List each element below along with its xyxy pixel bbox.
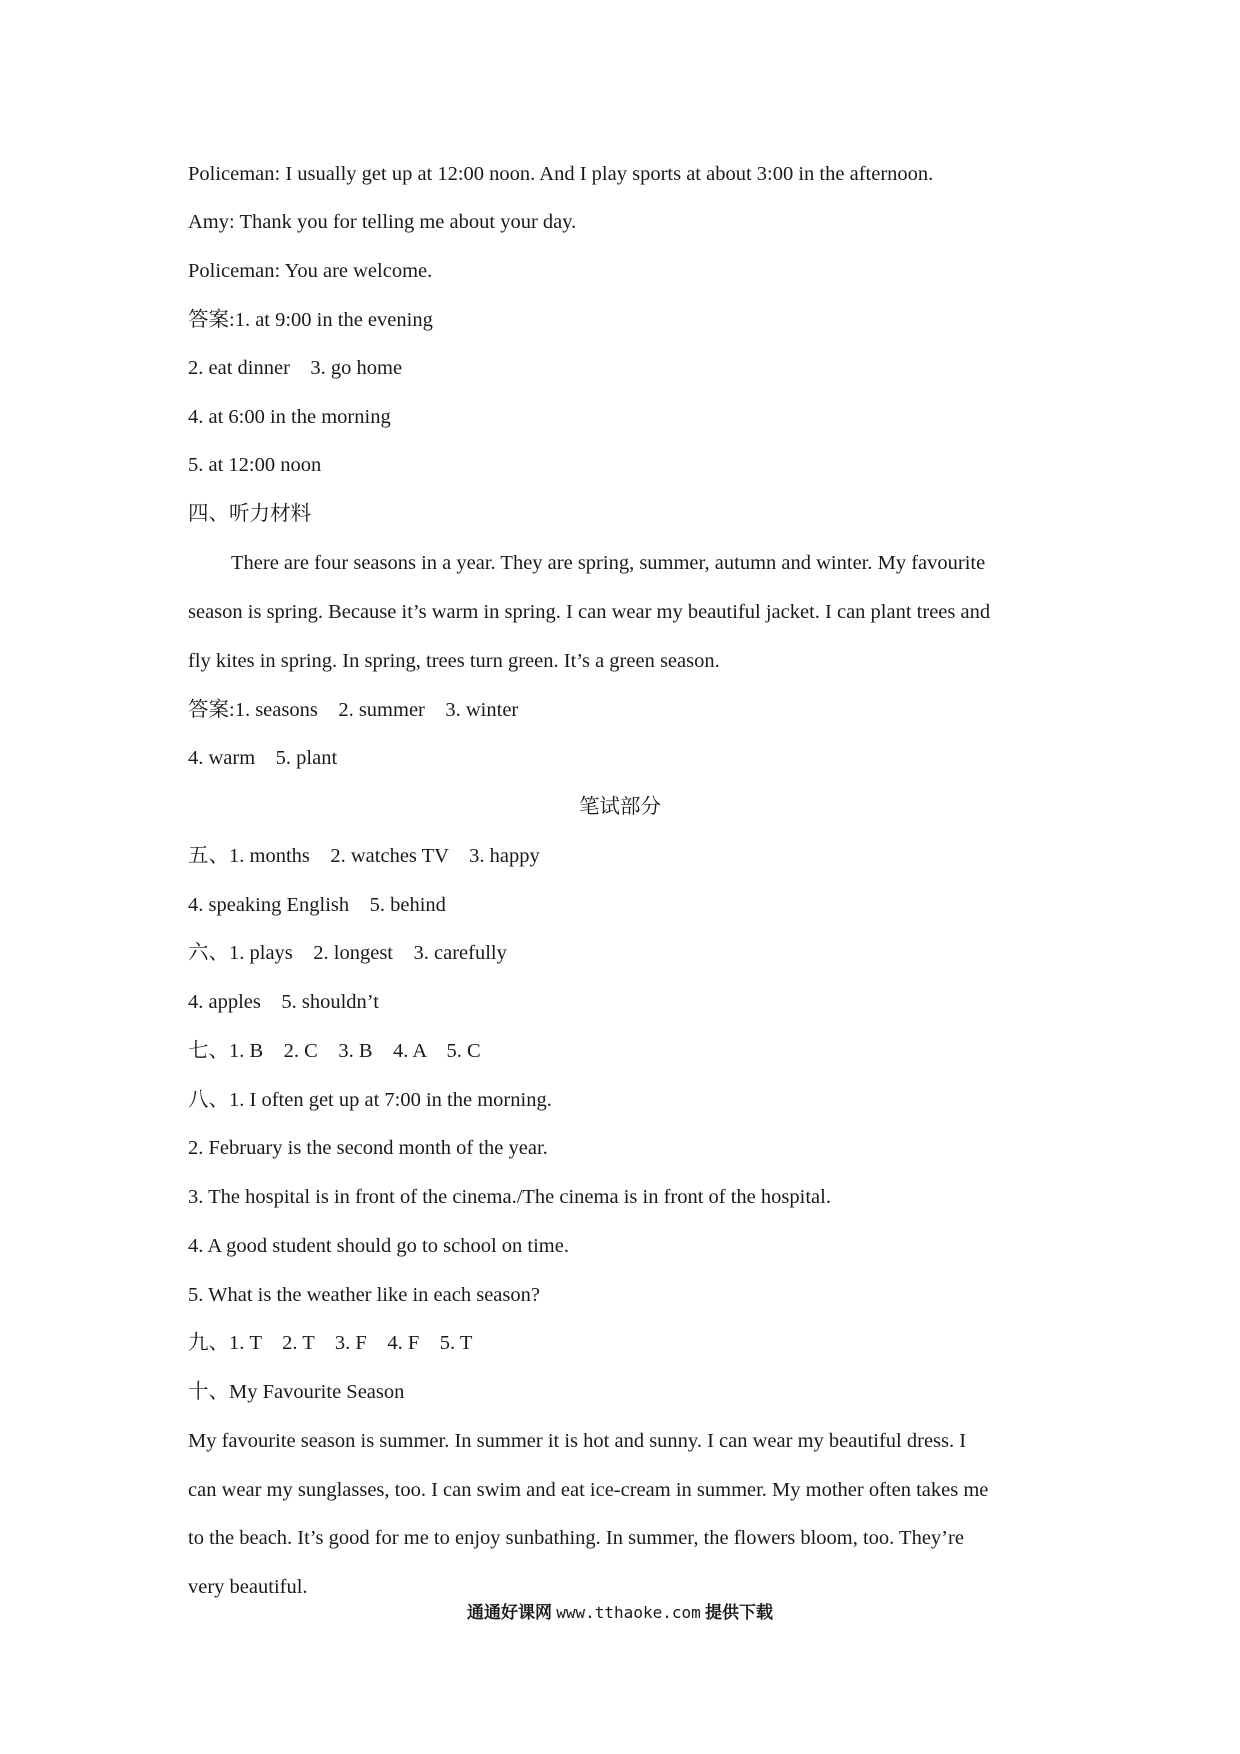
essay-line: can wear my sunglasses, too. I can swim and eat ice-cream in summer. My mother often takes me xyxy=(188,1479,989,1501)
answer-line: 4. warm 5. plant xyxy=(188,747,338,769)
answer-line: 七、1. B 2. C 3. B 4. A 5. C xyxy=(188,1040,481,1062)
dialogue-line: Policeman: I usually get up at 12:00 noon. And I play sports at about 3:00 in the afternoon. xyxy=(188,163,934,185)
answer-line: 九、1. T 2. T 3. F 4. F 5. T xyxy=(188,1332,473,1354)
section-title: 笔试部分 xyxy=(579,796,661,818)
answer-line: 4. A good student should go to school on time. xyxy=(188,1235,569,1257)
answer-line: 2. February is the second month of the year. xyxy=(188,1137,548,1159)
answer-line: 4. speaking English 5. behind xyxy=(188,894,446,916)
answer-line: 4. apples 5. shouldn’t xyxy=(188,991,379,1013)
passage-line: fly kites in spring. In spring, trees turn green. It’s a green season. xyxy=(188,650,720,672)
dialogue-line: Amy: Thank you for telling me about your day. xyxy=(188,211,577,233)
answer-line: 八、1. I often get up at 7:00 in the morning. xyxy=(188,1089,552,1111)
answer-line: 答案:1. at 9:00 in the evening xyxy=(188,309,433,331)
answer-line: 六、1. plays 2. longest 3. carefully xyxy=(188,942,507,964)
dialogue-line: Policeman: You are welcome. xyxy=(188,260,433,282)
answer-line: 5. What is the weather like in each season? xyxy=(188,1284,540,1306)
answer-line: 4. at 6:00 in the morning xyxy=(188,406,391,428)
passage-line: season is spring. Because it’s warm in spring. I can wear my beautiful jacket. I can plant trees and xyxy=(188,601,991,623)
answer-line: 5. at 12:00 noon xyxy=(188,454,322,476)
footer-site-name: 通通好课网 xyxy=(467,1603,552,1623)
answer-line: 五、1. months 2. watches TV 3. happy xyxy=(188,845,540,867)
essay-title: 十、My Favourite Season xyxy=(188,1381,405,1403)
footer-url[interactable]: www.tthaoke.com xyxy=(556,1603,701,1622)
passage-line: There are four seasons in a year. They are spring, summer, autumn and winter. My favourite xyxy=(231,552,986,574)
answer-line: 3. The hospital is in front of the cinema./The cinema is in front of the hospital. xyxy=(188,1186,831,1208)
page-footer xyxy=(0,1601,1240,1625)
essay-line: to the beach. It’s good for me to enjoy sunbathing. In summer, the flowers bloom, too. They’re xyxy=(188,1527,964,1549)
answer-line: 2. eat dinner 3. go home xyxy=(188,357,403,379)
section-heading: 四、听力材料 xyxy=(188,503,311,525)
essay-line: very beautiful. xyxy=(188,1576,308,1598)
answer-line: 答案:1. seasons 2. summer 3. winter xyxy=(188,699,519,721)
essay-line: My favourite season is summer. In summer it is hot and sunny. I can wear my beautiful dress. I xyxy=(188,1430,967,1452)
footer-suffix: 提供下载 xyxy=(705,1603,773,1623)
